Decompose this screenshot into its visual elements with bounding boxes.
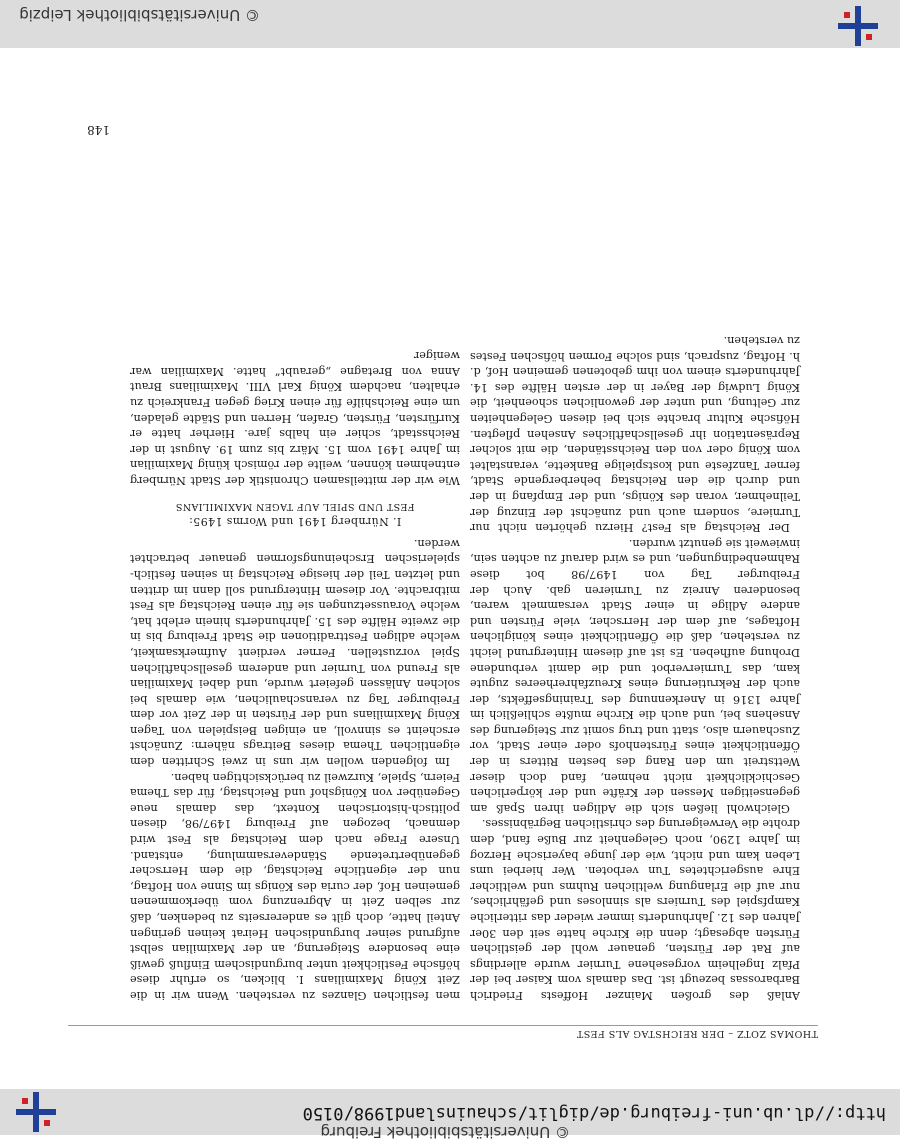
- document-url[interactable]: http://dl.ub.uni-freiburg.de/diglit/schauinsland1998/0150: [302, 1103, 886, 1123]
- paragraph: Der Reichstag als Fest? Hierzu gehörten nicht nur Turniere, sondern auch und zunächst der Einzug der Teilnehmer, voran des Königs, und der Empfang in der und durch die den Reichstag beherbergende Stadt, ferner Tanzfeste und kostspielige Bankette, veranstaltet vom König oder von den Reichsständen, die mit solcher Repräsentation ihr gesellschaftliches Ansehen pflegten. Höfische Kultur brachte sich bei diesen Gelegenheiten zur Geltung, und unter der gewonlichen schoenheit, die König Ludwig der Bayer in der ersten Hälfte des 14. Jahrhunderts einem von ihm gebotenen gemeinen Hof, d. h. Hoftag, zusprach, sind solche Formen höfischen Festes zu verstehen.: [470, 334, 800, 535]
- section-heading-line: I. Nürnberg 1491 und Worms 1495:: [188, 515, 402, 529]
- running-head: THOMAS ZOTZ – DER REICHSTAG ALS FEST: [68, 1025, 818, 1039]
- text-column-right: [130, 348, 460, 1003]
- library-logo-icon: [836, 4, 880, 48]
- page-number: 148: [87, 123, 110, 137]
- section-heading-line: FEST UND SPIEL AUF TAGEN MAXIMILIANS: [175, 500, 415, 512]
- copyright-notice: © Universitätsbibliothek Freiburg: [320, 1123, 570, 1141]
- viewer-header-bar: [0, 1089, 900, 1141]
- viewer-footer-bar: [0, 0, 900, 48]
- paragraph: Gleichwohl ließen sich die Adligen ihren Spaß am gegenseitigen Messen der Kräfte und der körperlichen Geschicklichkeit nicht nehmen, fand doch dieser Wettstreit um den Rang des besten Ritters in der Öffentlichkeit eines Fürstenhofs oder einer Stadt, vor Zuschauern also, statt und trug somit zur Steigerung des Ansehens bei, und auch die Kirche mußte schließlich im Jahre 1316 in Anerkennung des Trainingseffekts, der auch der Rekrutierung eines Kreuzfahrerheeres zugute kam, das Turnierverbot und die damit verbundene Drohung aufheben. Es ist auf diesem Hintergrund leicht zu verstehen, daß die Öffentlichkeit eines königlichen Hoftages, auf dem der Herrscher, viele Fürsten und andere Adlige in einer Stadt versammelt waren, besonderen Anreiz zu Turnieren gab. Auch der Freiburger Tag von 1497/98 bot diese Rahmenbedingungen, und es wird darauf zu achten sein, inwieweit sie genutzt wurden.: [470, 536, 800, 815]
- text-column-left: [470, 332, 800, 1003]
- section-heading: [130, 498, 460, 529]
- paragraph: Wie wir der mitteilsamen Chronistik der Stadt Nürnberg entnehmen können, weilte der römisch künig Maximilian im Jahre 1491 vom 15. März bis zum 19. August in der Reichsstadt, schier ein halbs jare. Hierher hatte er Kurfürsten, Fürsten, Grafen, Herren und Städte geladen, um eine Reichshilfe für einen Krieg gegen Frankreich zu erhalten, nachdem König Karl VIII. Maximilians Braut Anna von Bretagne „geraubt“ hatte. Maximilian war weniger: [130, 349, 460, 487]
- paragraph: Im folgenden wollen wir uns in zwei Schritten dem eigentlichen Thema dieses Beitrags nähern: Zunächst erscheint es sinnvoll, an einigen Beispielen von Tagen König Maximilians und der Fürsten in der Zeit vor dem Freiburger Tag zu veranschaulichen, wie damals bei solchen Anlässen gefeiert wurde, und dabei Maximilian als Freund von Turnier und anderem gesellschaftlichen Spiel vorzustellen. Ferner verdient Aufmerksamkeit, welche adligen Festtraditionen die Stadt Freiburg bis in die zweite Hälfte des 15. Jahrhunderts hinein erlebt hat, welche Voraussetzungen sie für einen Reichstag als Fest mitbrachte. Vor diesem Hintergrund soll dann im dritten und letzten Teil der hiesige Reichstag in seinen festlich-spielerischen Erscheinungsformen genauer betrachtet werden.: [130, 536, 460, 769]
- library-copyright: © Universitätsbibliothek Leipzig: [19, 6, 260, 24]
- paragraph: Anlaß des großen Mainzer Hoffests Friedrich Barbarossas bezeugt ist. Das damals vom Kaiser bei der Pfalz Ingelheim vorgesehene Turnier wurde allerdings auf Rat der Fürsten, genauer wohl der geistlichen Fürsten abgesagt; denn die Kirche hatte seit den 30er Jahren des 12. Jahrhunderts immer wieder das ritterliche Kampfspiel des Turniers als sinnloses und gefährliches, nur auf die Erlangung weltlichen Ruhms und weltlicher Ehre ausgerichtetes Tun verboten. Wer hierbei ums Leben kam und nicht, wie der junge bayerische Herzog im Jahre 1290, noch Gelegenheit zur Buße fand, dem drohte die Verweigerung des christlichen Begräbnisses.: [470, 817, 800, 1002]
- university-logo-icon: [14, 1090, 58, 1134]
- paragraph: men festlichen Glanzes zu verstehen. Wenn wir in die Zeit König Maximilians I. blicken, so erfuhr diese höfische Festlichkeit unter burgundischem Einfluß gewiß eine besondere Steigerung, an der Maximilian selbst aufgrund seiner burgundischen Heirat keinen geringen Anteil hatte, doch gilt es andererseits zu bedenken, daß zur selben Zeit in Abgrenzung vom überkommenen gemeinen Hof, der curia des Königs im Sinne von Hoftag, nun der eigentliche Reichstag, die dem Herrscher gegenübertretende Ständeversammlung, entstand. Unsere Frage nach dem Reichstag als Fest wird demnach, bezogen auf Freiburg 1497/98, diesen politisch-historischen Kontext, das damals neue Gegenüber von Königshof und Reichstag, für das Thema Feiern, Spiele, Kurzweil zu berücksichtigen haben.: [130, 770, 460, 1002]
